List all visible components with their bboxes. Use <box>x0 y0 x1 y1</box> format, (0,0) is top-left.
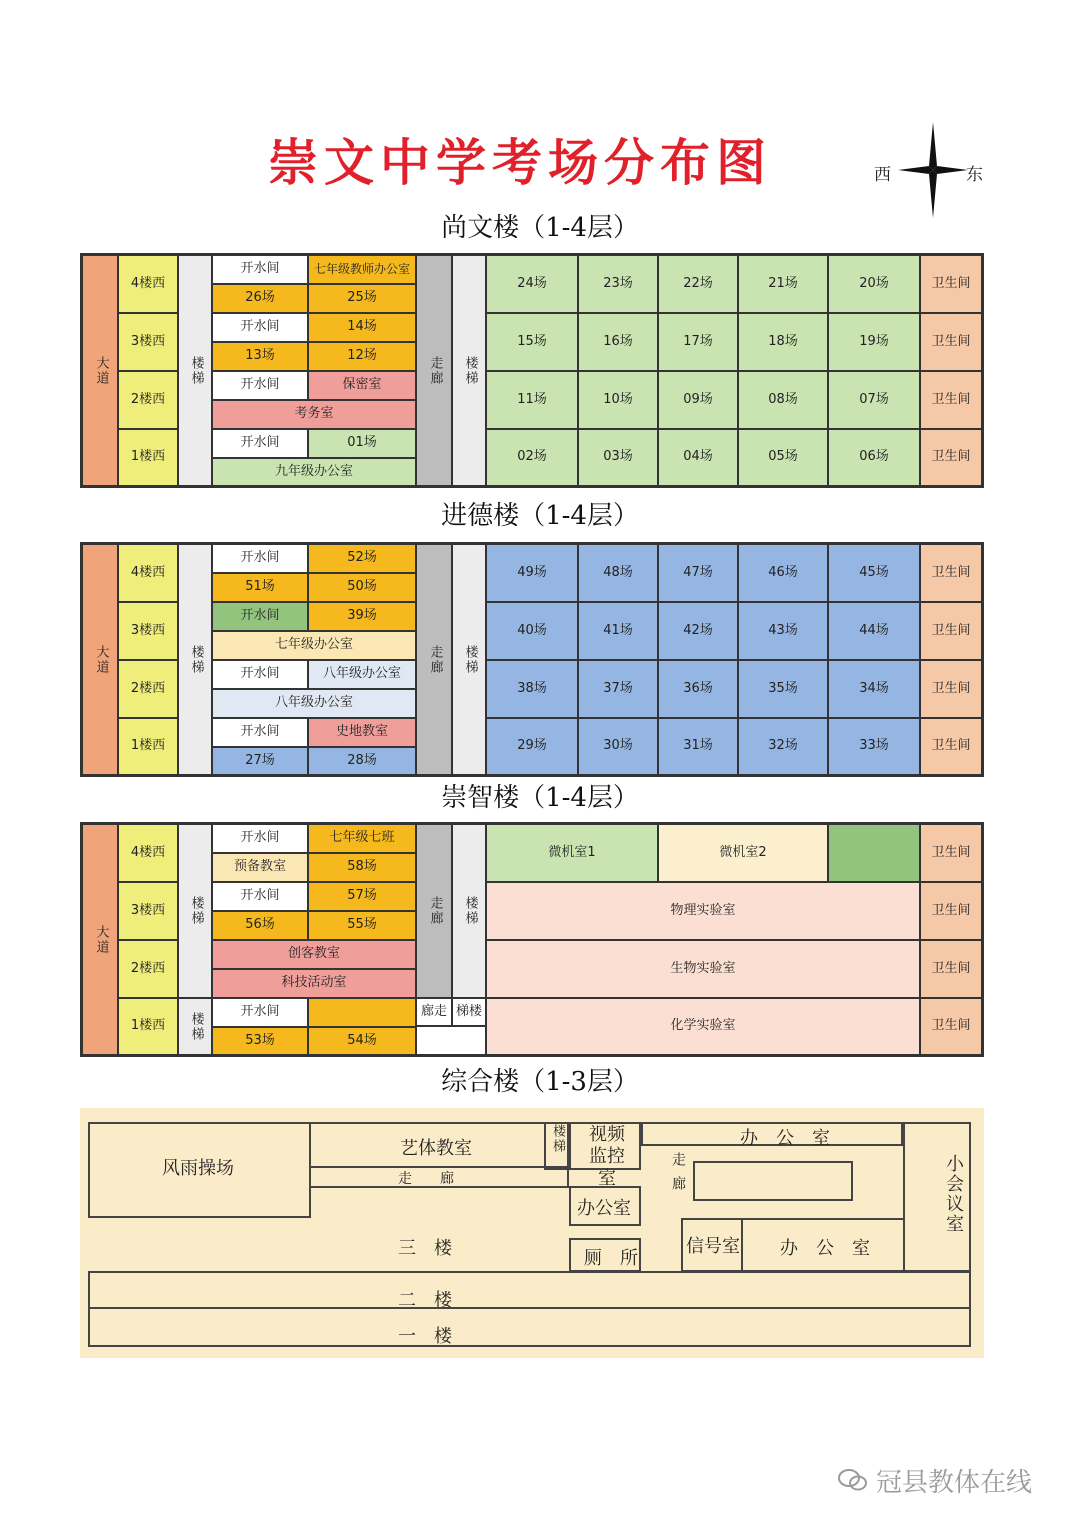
toilet: 卫生间 <box>920 429 982 486</box>
stair: 楼梯 <box>452 824 486 998</box>
exam-room: 53场 <box>212 1027 308 1055</box>
floor-label: 1楼西 <box>118 998 178 1055</box>
exam-room: 38场 <box>486 660 578 718</box>
floor-label: 2楼西 <box>118 660 178 718</box>
exam-room: 41场 <box>578 602 658 660</box>
tech-activity-room: 科技活动室 <box>212 969 416 998</box>
floor-label: 2楼西 <box>118 940 178 998</box>
exam-room: 52场 <box>308 544 416 573</box>
exam-room: 20场 <box>828 255 920 313</box>
exam-room: 49场 <box>486 544 578 602</box>
water-room: 开水间 <box>212 429 308 458</box>
toilet: 厕 所 <box>584 1248 638 1269</box>
signal-room: 信号室 <box>686 1236 740 1257</box>
stair: 楼梯 <box>452 255 486 486</box>
video-room: 视频监控室 <box>589 1124 625 1189</box>
exam-office: 考务室 <box>212 400 416 429</box>
water-room: 开水间 <box>212 882 308 911</box>
stair: 楼梯 <box>550 1124 565 1154</box>
shangwen-title: 尚文楼（1-4层） <box>441 213 639 243</box>
exam-room: 37场 <box>578 660 658 718</box>
sports-field: 风雨操场 <box>162 1158 234 1179</box>
exam-room: 54场 <box>308 1027 416 1055</box>
corridor-h: 走 廊 <box>398 1171 454 1187</box>
exam-room: 04场 <box>658 429 738 486</box>
exam-room: 55场 <box>308 911 416 940</box>
floor-label: 3楼西 <box>118 602 178 660</box>
stair: 楼梯 <box>178 544 212 775</box>
exam-room: 28场 <box>308 747 416 775</box>
exam-room: 34场 <box>828 660 920 718</box>
exam-room: 16场 <box>578 313 658 371</box>
jinde-title: 进德楼（1-4层） <box>441 501 639 531</box>
stair: 楼梯 <box>178 824 212 998</box>
computer-room-2: 微机室2 <box>658 824 828 882</box>
exam-room: 14场 <box>308 313 416 342</box>
water-room: 开水间 <box>212 544 308 573</box>
floor-label: 2楼西 <box>118 371 178 429</box>
stair: 楼梯 <box>178 255 212 486</box>
office-bottom: 办 公 室 <box>780 1238 870 1259</box>
corridor: 廊走 <box>416 998 452 1026</box>
inner-box <box>693 1161 853 1201</box>
exam-room: 03场 <box>578 429 658 486</box>
corridor-v: 走廊 <box>670 1152 686 1200</box>
chemistry-lab: 化学实验室 <box>486 998 920 1055</box>
exam-room: 08场 <box>738 371 828 429</box>
floor-label: 4楼西 <box>118 824 178 882</box>
meeting-room: 小会议室 <box>943 1154 964 1234</box>
toilet: 卫生间 <box>920 544 982 602</box>
floor-2-box <box>88 1271 971 1309</box>
toilet: 卫生间 <box>920 602 982 660</box>
exam-room: 26场 <box>212 284 308 313</box>
toilet: 卫生间 <box>920 940 982 998</box>
secret-room: 保密室 <box>308 371 416 400</box>
exam-room: 06场 <box>828 429 920 486</box>
corridor: 走廊 <box>416 544 452 775</box>
exam-room: 30场 <box>578 718 658 775</box>
exam-room: 22场 <box>658 255 738 313</box>
water-room: 开水间 <box>212 998 308 1027</box>
compass <box>868 122 998 218</box>
floor-1: 一 楼 <box>398 1326 452 1347</box>
exam-room: 57场 <box>308 882 416 911</box>
toilet: 卫生间 <box>920 718 982 775</box>
toilet: 卫生间 <box>920 660 982 718</box>
grade7-office: 七年级办公室 <box>212 631 416 660</box>
exam-room: 11场 <box>486 371 578 429</box>
water-room: 开水间 <box>212 718 308 747</box>
class-7-7: 七年级七班 <box>308 824 416 853</box>
exam-room: 51场 <box>212 573 308 602</box>
compass-east-label: 东 <box>966 165 983 185</box>
toilet: 卫生间 <box>920 255 982 313</box>
exam-room: 09场 <box>658 371 738 429</box>
floor-label: 3楼西 <box>118 313 178 371</box>
floor-label: 4楼西 <box>118 544 178 602</box>
blank-area <box>416 1026 486 1055</box>
water-room: 开水间 <box>212 660 308 689</box>
page-title: 崇文中学考场分布图 <box>268 133 772 192</box>
floor-2: 二 楼 <box>398 1290 452 1311</box>
compass-west-label: 西 <box>874 165 891 185</box>
floor-label: 1楼西 <box>118 718 178 775</box>
exam-room: 29场 <box>486 718 578 775</box>
exam-room: 01场 <box>308 429 416 458</box>
floor-1-box <box>88 1307 971 1347</box>
exam-room: 50场 <box>308 573 416 602</box>
toilet: 卫生间 <box>920 371 982 429</box>
standby-room: 预备教室 <box>212 853 308 882</box>
road: 大道 <box>82 544 118 775</box>
physics-lab: 物理实验室 <box>486 882 920 940</box>
water-room: 开水间 <box>212 255 308 284</box>
exam-room: 48场 <box>578 544 658 602</box>
exam-room: 44场 <box>828 602 920 660</box>
shangwen-building <box>80 253 984 488</box>
water-room: 开水间 <box>212 602 308 631</box>
exam-room: 58场 <box>308 853 416 882</box>
watermark <box>838 1460 1068 1500</box>
exam-room: 46场 <box>738 544 828 602</box>
exam-room: 36场 <box>658 660 738 718</box>
floor-3: 三 楼 <box>398 1238 452 1259</box>
exam-room: 07场 <box>828 371 920 429</box>
exam-room: 13场 <box>212 342 308 371</box>
art-room: 艺体教室 <box>400 1138 472 1159</box>
chongzhi-building <box>80 822 984 1057</box>
floor-label: 1楼西 <box>118 429 178 486</box>
water-room: 开水间 <box>212 824 308 853</box>
history-geo-room: 史地教室 <box>308 718 416 747</box>
exam-room: 12场 <box>308 342 416 371</box>
toilet: 卫生间 <box>920 824 982 882</box>
grade9-office: 九年级办公室 <box>212 458 416 486</box>
green-block <box>828 824 920 882</box>
exam-room: 02场 <box>486 429 578 486</box>
toilet: 卫生间 <box>920 313 982 371</box>
grade8-office: 八年级办公室 <box>212 689 416 718</box>
water-room: 开水间 <box>212 313 308 342</box>
exam-room: 45场 <box>828 544 920 602</box>
biology-lab: 生物实验室 <box>486 940 920 998</box>
exam-room: 18场 <box>738 313 828 371</box>
stair: 楼梯 <box>452 544 486 775</box>
chongzhi-title: 崇智楼（1-4层） <box>441 783 639 813</box>
computer-room-1: 微机室1 <box>486 824 658 882</box>
exam-room: 31场 <box>658 718 738 775</box>
exam-room: 47场 <box>658 544 738 602</box>
blank-room <box>308 998 416 1027</box>
exam-room: 39场 <box>308 602 416 631</box>
exam-room: 33场 <box>828 718 920 775</box>
exam-room: 27场 <box>212 747 308 775</box>
wechat-icon <box>838 1467 868 1493</box>
grade8-office: 八年级办公室 <box>308 660 416 689</box>
road: 大道 <box>82 255 118 486</box>
stair: 梯楼 <box>452 998 486 1026</box>
exam-room: 05场 <box>738 429 828 486</box>
exam-room: 17场 <box>658 313 738 371</box>
zonghe-building <box>80 1108 984 1358</box>
compass-star-icon <box>898 122 968 218</box>
maker-room: 创客教室 <box>212 940 416 969</box>
teacher-office: 七年级教师办公室 <box>308 255 416 284</box>
office-top: 办 公 室 <box>740 1128 830 1149</box>
floor-label: 3楼西 <box>118 882 178 940</box>
exam-room: 35场 <box>738 660 828 718</box>
zonghe-title: 综合楼（1-3层） <box>441 1067 639 1097</box>
toilet: 卫生间 <box>920 998 982 1055</box>
corridor: 走廊 <box>416 824 452 998</box>
exam-room: 43场 <box>738 602 828 660</box>
exam-room: 42场 <box>658 602 738 660</box>
exam-room: 24场 <box>486 255 578 313</box>
road: 大道 <box>82 824 118 1055</box>
exam-room: 40场 <box>486 602 578 660</box>
water-room: 开水间 <box>212 371 308 400</box>
stair: 楼梯 <box>178 998 212 1055</box>
exam-room: 32场 <box>738 718 828 775</box>
floor-label: 4楼西 <box>118 255 178 313</box>
exam-room: 56场 <box>212 911 308 940</box>
exam-room: 19场 <box>828 313 920 371</box>
exam-room: 21场 <box>738 255 828 313</box>
corridor: 走廊 <box>416 255 452 486</box>
jinde-building <box>80 542 984 777</box>
exam-room: 10场 <box>578 371 658 429</box>
watermark-text: 冠县教体在线 <box>876 1467 1033 1498</box>
exam-room: 23场 <box>578 255 658 313</box>
exam-room: 25场 <box>308 284 416 313</box>
exam-room: 15场 <box>486 313 578 371</box>
toilet: 卫生间 <box>920 882 982 940</box>
office-mid: 办公室 <box>577 1198 631 1219</box>
